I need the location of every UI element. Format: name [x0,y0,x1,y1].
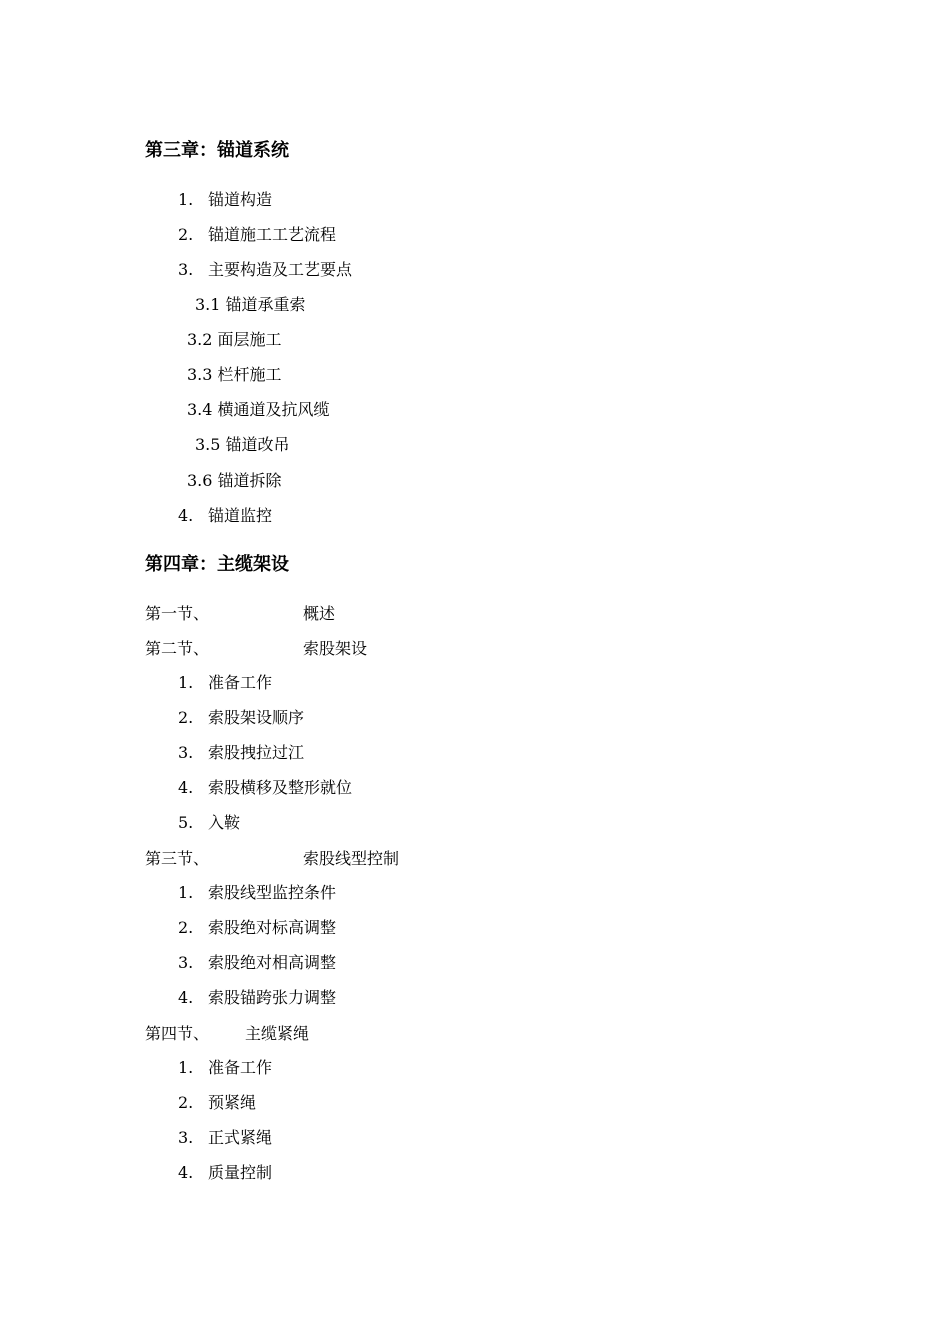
section-label: 第一节、 [145,604,210,623]
item-text: 索股拽拉过江 [208,743,305,762]
sub-item: 3.3 栏杆施工 [187,365,282,384]
item-text: 预紧绳 [208,1093,257,1112]
sub-item: 3.6 锚道拆除 [187,471,282,490]
item-text: 锚道施工工艺流程 [208,225,337,244]
item-text: 索股横移及整形就位 [208,778,353,797]
item-number: 1. [178,673,194,692]
item-text: 主要构造及工艺要点 [208,260,353,279]
section-label: 第四节、 [145,1024,210,1043]
sub-item: 3.5 锚道改吊 [195,435,290,454]
section-title: 索股架设 [303,639,368,658]
item-text: 索股线型监控条件 [208,883,337,902]
item-text: 索股绝对相高调整 [208,953,337,972]
chapter-3-title: 第三章：锚道系统 [145,140,289,161]
item-text: 锚道监控 [208,506,273,525]
item-text: 入鞍 [208,813,241,832]
sub-item: 3.4 横通道及抗风缆 [187,400,330,419]
section-title: 主缆紧绳 [245,1024,310,1043]
item-text: 正式紧绳 [208,1128,273,1147]
section-title: 索股线型控制 [303,849,400,868]
item-number: 3. [178,260,194,279]
section-title: 概述 [303,604,336,623]
item-number: 2. [178,918,194,937]
item-number: 4. [178,988,194,1007]
item-number: 1. [178,1058,194,1077]
item-number: 3. [178,743,194,762]
item-text: 准备工作 [208,1058,273,1077]
section-label: 第三节、 [145,849,210,868]
item-number: 4. [178,778,194,797]
item-text: 索股架设顺序 [208,708,305,727]
chapter-4-title: 第四章：主缆架设 [145,554,289,575]
item-text: 质量控制 [208,1163,273,1182]
item-number: 1. [178,190,194,209]
item-number: 4. [178,506,194,525]
item-text: 准备工作 [208,673,273,692]
sub-item: 3.1 锚道承重索 [195,295,306,314]
section-label: 第二节、 [145,639,210,658]
sub-item: 3.2 面层施工 [187,330,282,349]
item-number: 5. [178,813,194,832]
item-text: 索股锚跨张力调整 [208,988,337,1007]
item-text: 索股绝对标高调整 [208,918,337,937]
item-number: 2. [178,708,194,727]
item-number: 2. [178,225,194,244]
item-number: 3. [178,1128,194,1147]
item-number: 4. [178,1163,194,1182]
item-number: 1. [178,883,194,902]
item-number: 2. [178,1093,194,1112]
item-number: 3. [178,953,194,972]
item-text: 锚道构造 [208,190,273,209]
